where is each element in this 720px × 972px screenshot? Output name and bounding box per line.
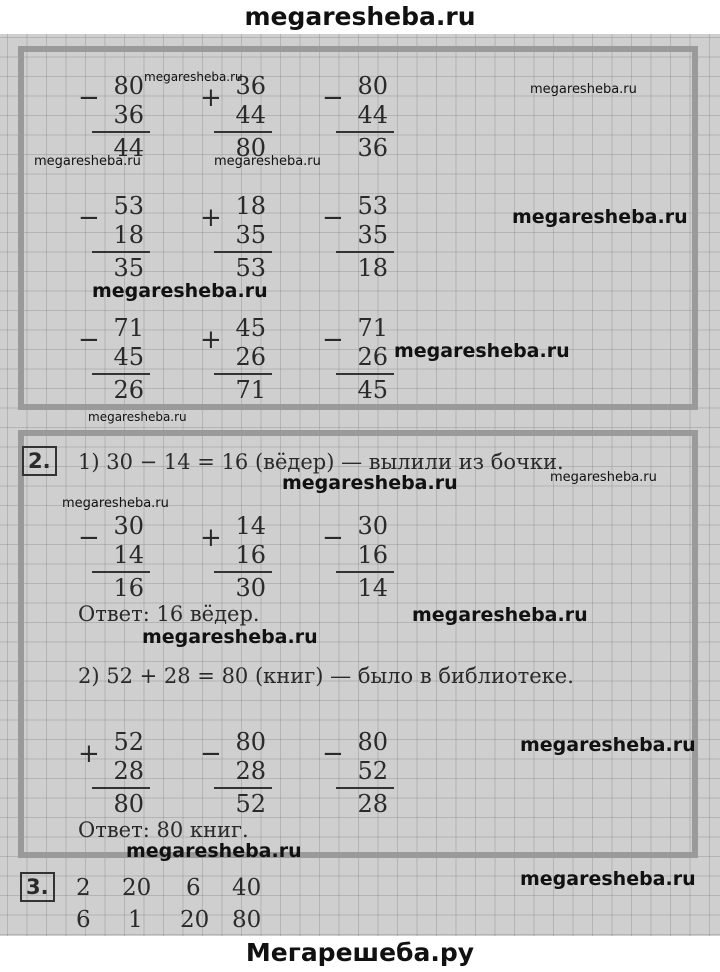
part-2-statement: 2) 52 + 28 = 80 (книг) — было в библиотеке. (78, 664, 574, 688)
operator: + (200, 325, 222, 355)
watermark: megaresheba.ru (412, 604, 588, 626)
operator: − (322, 739, 344, 769)
operator: − (322, 203, 344, 233)
addend-1: 14 (235, 512, 266, 540)
subtrahend: 44 (357, 101, 388, 129)
subtrahend: 14 (113, 541, 144, 569)
subtrahend: 28 (235, 757, 266, 785)
result-line (336, 251, 394, 253)
subtrahend: 16 (357, 541, 388, 569)
site-header: megaresheba.ru (244, 2, 476, 31)
minuend: 30 (357, 512, 388, 540)
result-line (336, 787, 394, 789)
watermark: megaresheba.ru (34, 154, 141, 169)
result: 28 (357, 790, 388, 818)
operator: − (78, 83, 100, 113)
operator: − (78, 203, 100, 233)
watermark: megaresheba.ru (520, 868, 696, 890)
subtrahend: 26 (357, 343, 388, 371)
result: 80 (113, 790, 144, 818)
addend-2: 28 (113, 757, 144, 785)
result: 36 (357, 134, 388, 162)
watermark: megaresheba.ru (88, 410, 187, 424)
result: 52 (235, 790, 266, 818)
result: 30 (235, 574, 266, 602)
part-2-answer: Ответ: 80 книг. (78, 818, 249, 842)
subtrahend: 45 (113, 343, 144, 371)
watermark: megaresheba.ru (144, 70, 243, 84)
watermark: megaresheba.ru (520, 734, 696, 756)
value: 1 (128, 907, 143, 933)
value: 80 (232, 907, 262, 933)
operator: − (78, 325, 100, 355)
result-line (214, 787, 272, 789)
watermark: megaresheba.ru (550, 470, 657, 485)
operator: + (200, 523, 222, 553)
watermark: megaresheba.ru (214, 154, 321, 169)
result: 80 (235, 134, 266, 162)
result-line (214, 131, 272, 133)
result-line (336, 571, 394, 573)
operator: − (200, 739, 222, 769)
result: 53 (235, 254, 266, 282)
watermark: megaresheba.ru (530, 82, 637, 97)
task-number-3: 3. (20, 872, 55, 902)
value: 6 (76, 907, 91, 933)
result-line (92, 571, 150, 573)
minuend: 80 (357, 72, 388, 100)
minuend: 71 (113, 314, 144, 342)
result: 71 (235, 376, 266, 404)
result: 18 (357, 254, 388, 282)
result: 44 (113, 134, 144, 162)
addend-2: 26 (235, 343, 266, 371)
operator: − (322, 325, 344, 355)
operator: + (200, 203, 222, 233)
addend-2: 35 (235, 221, 266, 249)
worksheet-photo (0, 34, 720, 936)
subtrahend: 52 (357, 757, 388, 785)
watermark: megaresheba.ru (126, 840, 302, 862)
addend-1: 45 (235, 314, 266, 342)
watermark: megaresheba.ru (62, 496, 169, 511)
part-1-answer: Ответ: 16 вёдер. (78, 602, 260, 626)
value: 20 (122, 875, 152, 901)
operator: + (78, 739, 100, 769)
result-line (214, 251, 272, 253)
minuend: 80 (235, 728, 266, 756)
watermark: megaresheba.ru (512, 206, 688, 228)
site-footer: Мегарешеба.ру (245, 938, 475, 967)
value: 20 (180, 907, 210, 933)
watermark: megaresheba.ru (92, 280, 268, 302)
minuend: 80 (113, 72, 144, 100)
minuend: 80 (357, 728, 388, 756)
result-line (92, 373, 150, 375)
watermark: megaresheba.ru (282, 472, 458, 494)
subtrahend: 35 (357, 221, 388, 249)
part-1-statement: 1) 30 − 14 = 16 (вёдер) — вылили из бочки. (78, 450, 564, 474)
value: 6 (186, 875, 201, 901)
watermark: megaresheba.ru (142, 626, 318, 648)
result: 35 (113, 254, 144, 282)
result: 45 (357, 376, 388, 404)
subtrahend: 36 (113, 101, 144, 129)
addend-1: 52 (113, 728, 144, 756)
result-line (92, 251, 150, 253)
result: 16 (113, 574, 144, 602)
addend-1: 36 (235, 72, 266, 100)
result: 14 (357, 574, 388, 602)
operator: − (322, 523, 344, 553)
watermark: megaresheba.ru (394, 340, 570, 362)
result-line (336, 373, 394, 375)
operator: − (78, 523, 100, 553)
result-line (214, 373, 272, 375)
addend-2: 44 (235, 101, 266, 129)
addend-2: 16 (235, 541, 266, 569)
operator: − (322, 83, 344, 113)
result-line (92, 787, 150, 789)
minuend: 53 (113, 192, 144, 220)
minuend: 53 (357, 192, 388, 220)
minuend: 30 (113, 512, 144, 540)
result-line (92, 131, 150, 133)
result-line (214, 571, 272, 573)
task-number-2: 2. (22, 446, 57, 476)
minuend: 71 (357, 314, 388, 342)
result-line (336, 131, 394, 133)
value: 40 (232, 875, 262, 901)
result: 26 (113, 376, 144, 404)
operator: + (200, 83, 222, 113)
subtrahend: 18 (113, 221, 144, 249)
value: 2 (76, 875, 91, 901)
addend-1: 18 (235, 192, 266, 220)
